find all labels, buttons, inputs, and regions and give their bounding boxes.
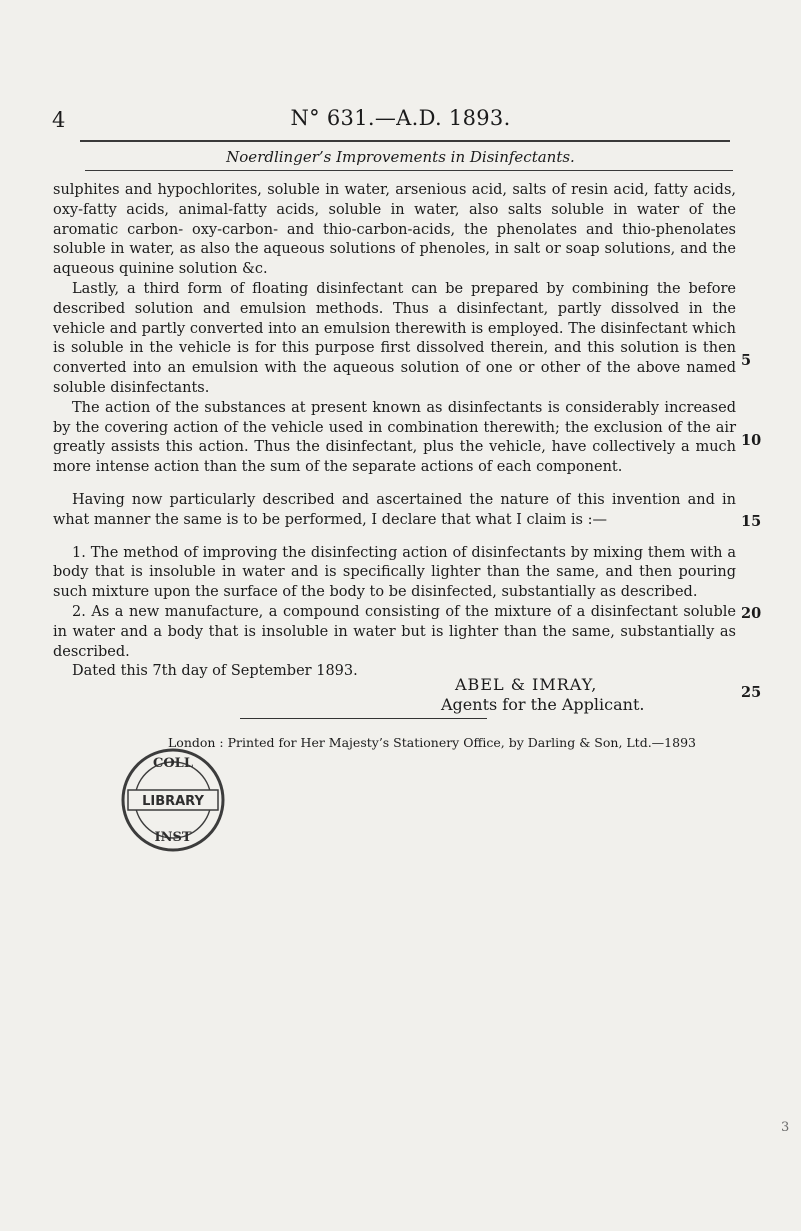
claim: 2. As a new manufacture, a compound consisting of the mixture of a disinfectant soluble in water and a body that is insoluble in water but is lighter than the same, substantially as described. bbox=[53, 603, 736, 660]
line-number: 15 bbox=[741, 513, 762, 530]
line-number: 20 bbox=[741, 605, 762, 622]
signature-block bbox=[441, 675, 644, 715]
page-number: 4 bbox=[52, 108, 66, 132]
running-title-rule bbox=[85, 170, 733, 171]
running-title: Noerdlinger’s Improvements in Disinfectants. bbox=[226, 148, 575, 166]
claim: 1. The method of improving the disinfecting action of disinfectants by mixing them with a body that is insoluble in water and is specifically lighter than the same, and then pouring such mixture upon the surface of the body to be disinfected, substantially as described. bbox=[53, 544, 736, 601]
printer-imprint: London : Printed for Her Majesty’s Stationery Office, by Darling & Son, Ltd.—1893 bbox=[168, 735, 696, 750]
stamp-bottom-text: INST bbox=[154, 830, 192, 845]
library-stamp bbox=[118, 745, 228, 855]
patent-title: N° 631.—A.D. 1893. bbox=[290, 106, 511, 130]
line-number: 25 bbox=[741, 684, 762, 701]
imprint-rule bbox=[240, 718, 487, 719]
corner-mark: 3 bbox=[781, 1120, 790, 1135]
agent-role: Agents for the Applicant. bbox=[441, 695, 645, 714]
line-number: 5 bbox=[741, 352, 752, 369]
header-rule bbox=[80, 140, 730, 142]
paragraph: Having now particularly described and ascertained the nature of this invention and in what manner the same is to be performed, I declare that what I claim is :— bbox=[53, 491, 736, 528]
dated-line: Dated this 7th day of September 1893. bbox=[72, 663, 358, 680]
paragraph: sulphites and hypochlorites, soluble in water, arsenious acid, salts of resin acid, fatty acids, oxy-fatty acids, animal-fatty acids, soluble in water, also salts soluble in water of the aromatic carbon- oxy-carbon- and thio-carbon-acids, the phenolates and thio-phenolates soluble in water, as also the aqueous solutions of phenoles, in salt or soap solutions, and the aqueous quinine solution &c. bbox=[53, 182, 736, 278]
stamp-top-text: COLL bbox=[153, 756, 193, 771]
agent-firm: ABEL & IMRAY, bbox=[455, 675, 598, 694]
paragraph: The action of the substances at present known as disinfectants is considerably increased by the covering action of the vehicle used in combination therewith; the exclusion of the air greatly assists this action. Thus the disinfectant, plus the vehicle, have collectively a much more intense action than the sum of the separate actions of each component. bbox=[53, 399, 736, 476]
stamp-center-text: LIBRARY bbox=[142, 794, 204, 809]
paragraph: Lastly, a third form of floating disinfectant can be prepared by combining the before described solution and emulsion methods. Thus a disinfectant, partly dissolved in the vehicle and partly converted into an emulsion therewith is employed. The disinfectant which is soluble in the vehicle is for this purpose first dissolved therein, and this solution is then converted into an emulsion with the aqueous solution of one or other of the above named soluble disinfectants. bbox=[53, 280, 736, 396]
body-text bbox=[53, 181, 736, 682]
line-number: 10 bbox=[741, 432, 762, 449]
